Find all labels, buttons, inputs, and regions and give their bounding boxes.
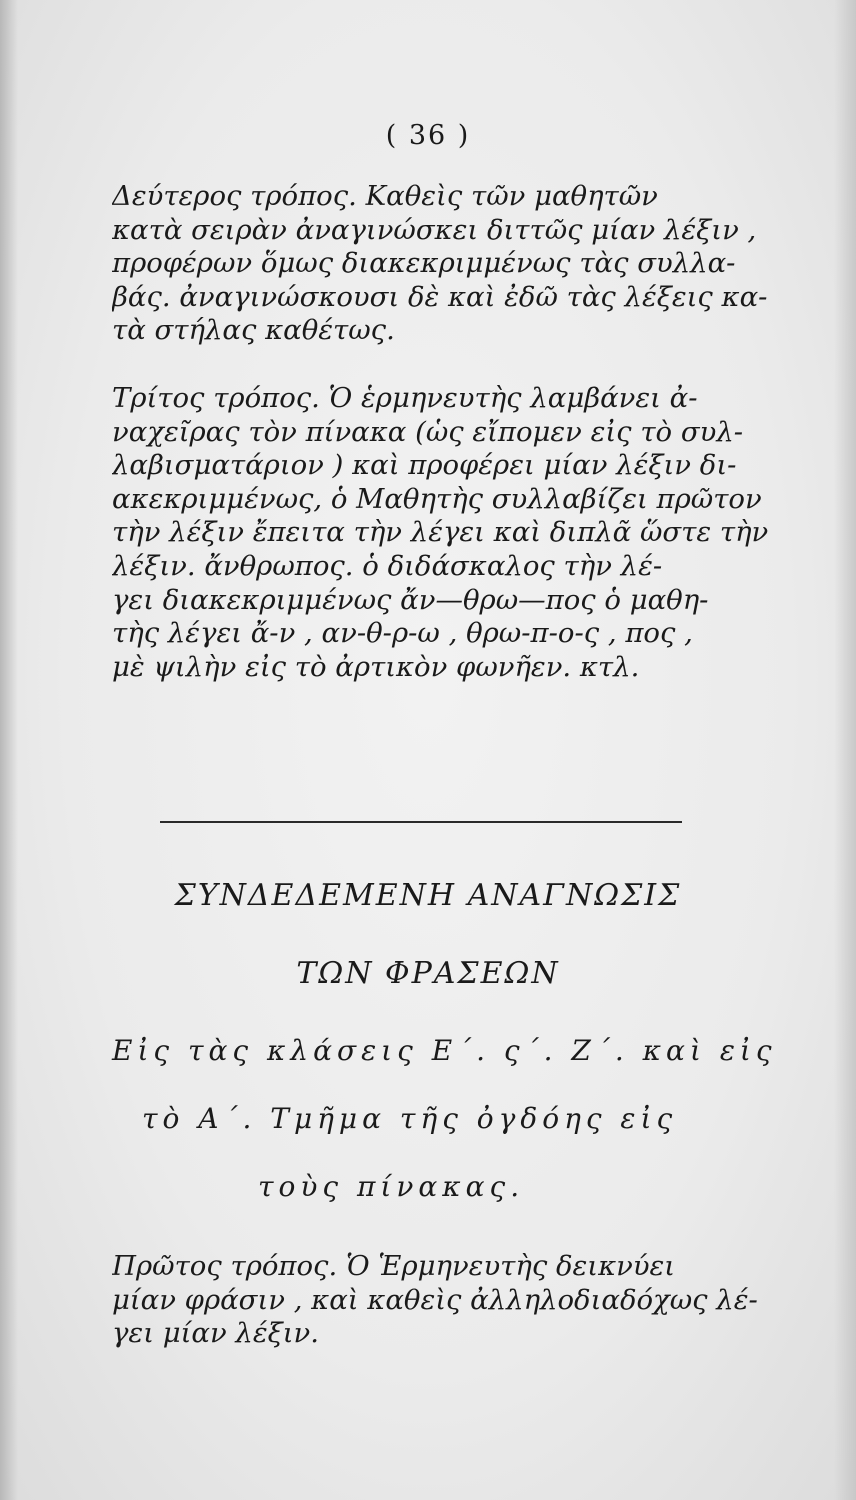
text-line: Πρῶτος τρόπος. Ὁ Ἑρμηνευτὴς δεικνύει: [112, 1250, 676, 1282]
page-right-shadow: [834, 0, 856, 1500]
paragraph-third-method: [112, 382, 768, 684]
section-title-line-1: ΣΥΝΔΕΔΕΜΕΝΗ ΑΝΑΓΝΩΣΙΣ: [174, 878, 682, 913]
text-line: Τρίτος τρόπος. Ὁ ἑρμηνευτὴς λαμβάνει ἀ-: [112, 382, 698, 414]
text-line: γει διακεκριμμένως ἄν—θρω—πος ὁ μαθη-: [112, 583, 709, 616]
text-line: τὴς λέγει ἄ-ν , αν-θ-ρ-ω , θρω-π-ο-ς , πος ,: [112, 617, 693, 650]
section-title-line-2: ΤΩΝ ΦΡΑΣΕΩΝ: [296, 956, 560, 991]
page-left-shadow: [0, 0, 18, 1500]
section-divider: [160, 821, 682, 823]
text-line: λαβισματάριον ) καὶ προφέρει μίαν λέξιν δι-: [112, 449, 737, 482]
section-subtitle-line-2: τὸ Α΄. Τμῆμα τῆς ὀγδόης εἰς: [142, 1102, 678, 1135]
text-line: βάς. ἀναγινώσκουσι δὲ καὶ ἐδῶ τὰς λέξεις κα-: [112, 280, 768, 313]
text-line: ακεκριμμένως, ὁ Μαθητὴς συλλαβίζει πρῶτον: [112, 482, 762, 515]
text-line: προφέρων ὅμως διακεκριμμένως τὰς συλλα-: [112, 247, 736, 280]
text-line: τὴν λέξιν ἔπειτα τὴν λέγει καὶ διπλᾶ ὥστε τὴν: [112, 516, 768, 549]
text-line: κατὰ σειρὰν ἀναγινώσκει διττῶς μίαν λέξιν ,: [112, 213, 757, 246]
text-line: γει μίαν λέξιν.: [112, 1317, 319, 1350]
text-line: τὰ στήλας καθέτως.: [112, 314, 395, 347]
page-number: ( 36 ): [385, 120, 471, 151]
text-line: μίαν φράσιν , καὶ καθεὶς ἀλληλοδιαδόχως λέ-: [112, 1283, 758, 1316]
section-subtitle-line-3: τοὺς πίνακας.: [258, 1170, 525, 1203]
text-line: ναχεῖρας τὸν πίνακα (ὡς εἴπομεν εἰς τὸ συλ-: [112, 415, 744, 448]
text-line: μὲ ψιλὴν εἰς τὸ ἀρτικὸν φωνῆεν. κτλ.: [112, 650, 640, 683]
text-line: λέξιν. ἄνθρωπος. ὁ διδάσκαλος τὴν λέ-: [112, 549, 663, 582]
paragraph-second-method: [112, 180, 768, 348]
text-line: Δεύτερος τρόπος. Καθεὶς τῶν μαθητῶν: [112, 180, 658, 212]
paragraph-first-method: [112, 1250, 768, 1351]
section-subtitle-line-1: Εἰς τὰς κλάσεις Ε΄. ς΄. Ζ΄. καὶ εἰς: [112, 1034, 777, 1067]
